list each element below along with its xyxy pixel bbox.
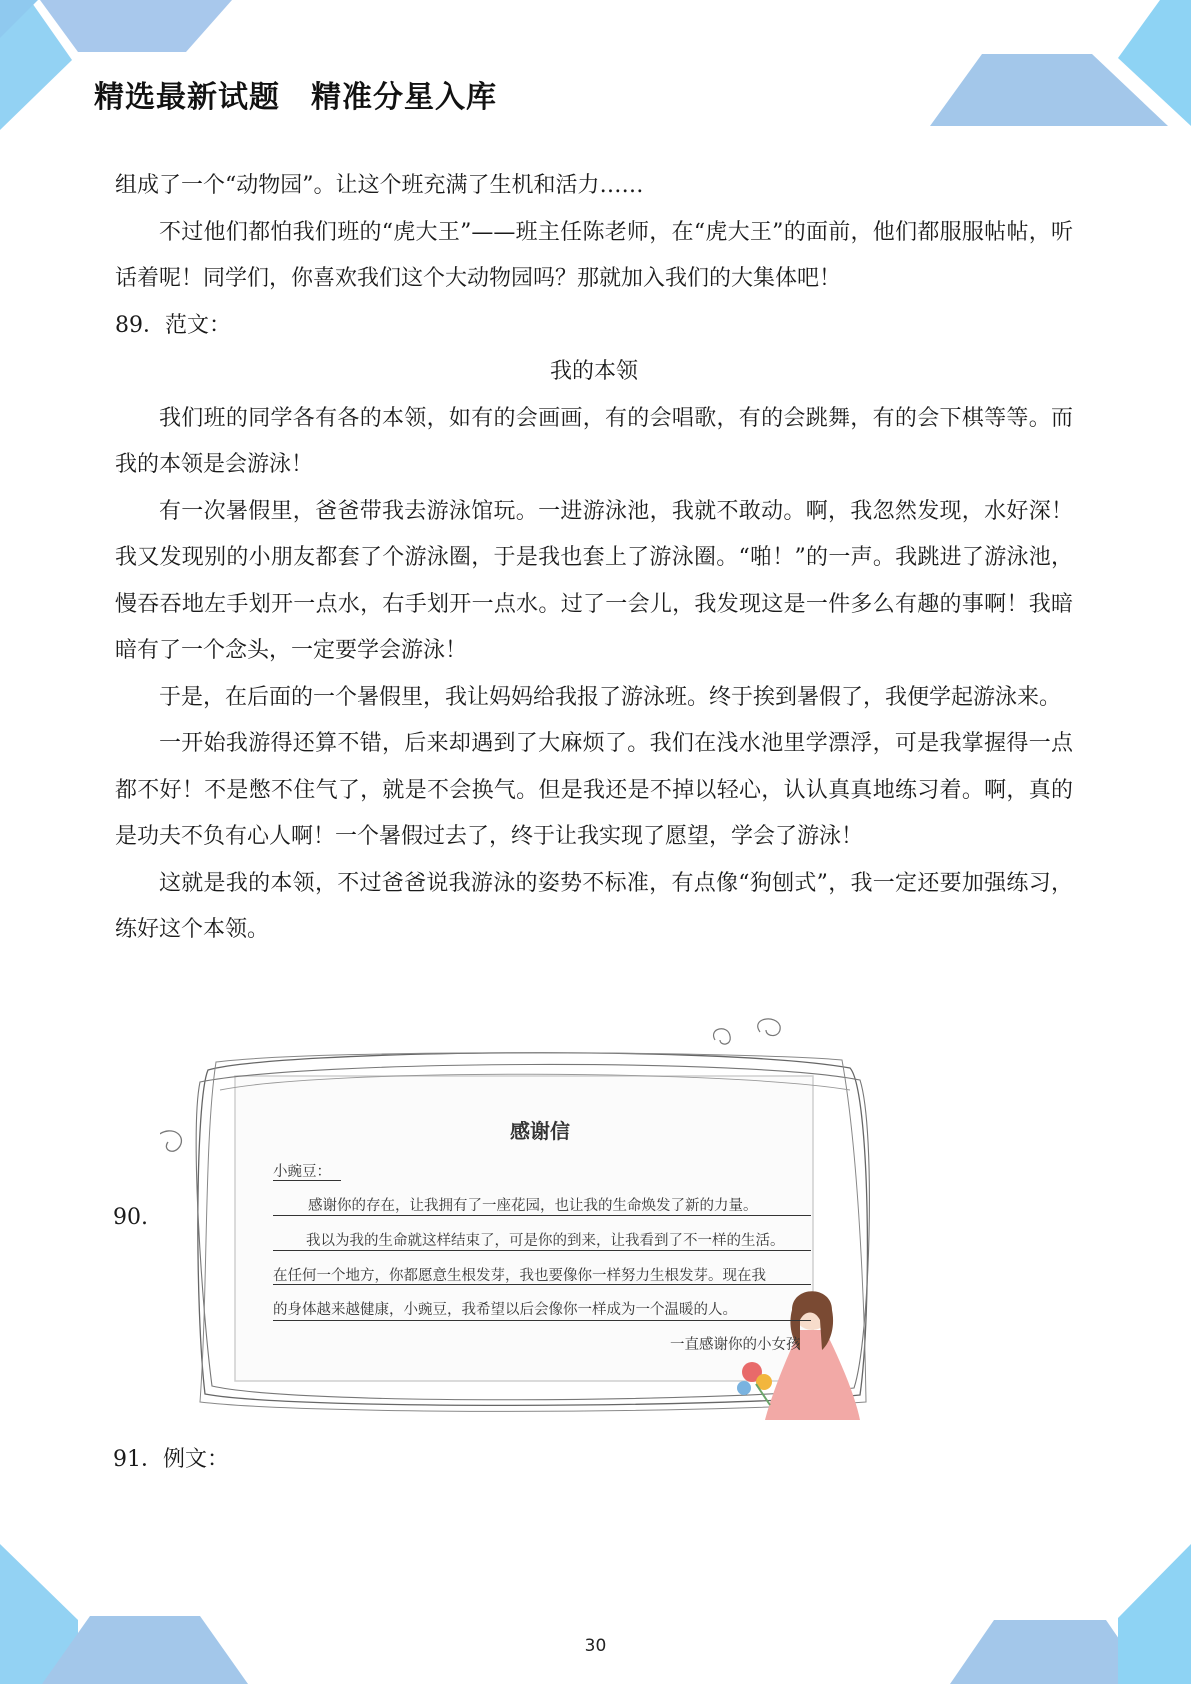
paragraph: 我们班的同学各有各的本领，如有的会画画，有的会唱歌，有的会跳舞，有的会下棋等等。而我的本领是会游泳！	[115, 405, 1073, 477]
question-91-label: 91．例文：	[113, 1447, 229, 1472]
letter-underline	[273, 1320, 811, 1321]
letter-underline	[273, 1215, 811, 1216]
letter-signature: 一直感谢你的小女孩	[670, 1337, 801, 1353]
letter-title: 感谢信	[510, 1119, 570, 1143]
corner-decoration-top-right	[930, 0, 1191, 130]
letter-line: 我以为我的生命就这样结束了，可是你的到来，让我看到了不一样的生活。	[306, 1233, 785, 1249]
paragraph: 于是，在后面的一个暑假里，我让妈妈给我报了游泳班。终于挨到暑假了，我便学起游泳来。	[159, 684, 1062, 710]
corner-decoration-bottom-left	[0, 1540, 250, 1684]
paragraph: 组成了一个“动物园”。让这个班充满了生机和活力……	[115, 173, 644, 198]
letter-salutation: 小豌豆：	[273, 1164, 331, 1180]
question-90-number: 90.	[113, 1205, 148, 1230]
paragraph: 一开始我游得还算不错，后来却遇到了大麻烦了。我们在浅水池里学漂浮，可是我掌握得一点都不好！不是憋不住气了，就是不会换气。但是我还是不掉以轻心，认认真真地练习着。啊，真的是功夫不负有心人啊！一个暑假过去了，终于让我实现了愿望，学会了游泳！	[115, 731, 1073, 849]
letter-line: 感谢你的存在，让我拥有了一座花园，也让我的生命焕发了新的力量。	[308, 1198, 758, 1214]
page-number: 30	[584, 1636, 607, 1656]
paragraph: 这就是我的本领，不过爸爸说我游泳的姿势不标准，有点像“狗刨式”，我一定还要加强练习，练好这个本领。	[115, 870, 1073, 942]
question-89-label: 89．范文：	[115, 312, 231, 338]
paragraph: 有一次暑假里，爸爸带我去游泳馆玩。一进游泳池，我就不敢动。啊，我忽然发现，水好深！我又发现别的小朋友都套了个游泳圈，于是我也套上了游泳圈。“啪！”的一声。我跳进了游泳池，慢吞吞地左手划开一点水，右手划开一点水。过了一会儿，我发现这是一件多么有趣的事啊！我暗暗有了一个念头，一定要学会游泳！	[115, 498, 1073, 663]
paragraph: 不过他们都怕我们班的“虎大王”——班主任陈老师，在“虎大王”的面前，他们都服服帖帖，听话着呢！同学们，你喜欢我们这个大动物园吗？那就加入我们的大集体吧！	[115, 219, 1073, 291]
corner-decoration-bottom-right	[950, 1540, 1191, 1684]
letter-line: 在任何一个地方，你都愿意生根发芽，我也要像你一样努力生根发芽。现在我	[273, 1268, 766, 1284]
letter-line: 的身体越来越健康，小豌豆，我希望以后会像你一样成为一个温暖的人。	[273, 1302, 737, 1318]
essay-title: 我的本领	[549, 359, 638, 384]
header-title: 精选最新试题 精准分星入库	[94, 80, 497, 115]
article-body	[115, 163, 1073, 954]
letter-underline	[273, 1250, 811, 1251]
salutation-underline	[273, 1180, 341, 1181]
letter-underline	[273, 1284, 811, 1285]
